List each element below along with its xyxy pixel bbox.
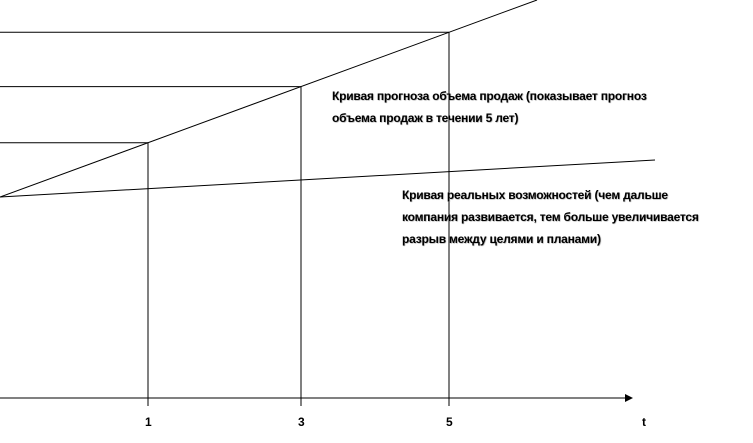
capability-curve-annotation [402,184,699,250]
capability-annotation-line-1: Кривая реальных возможностей (чем дальше [402,188,668,202]
tick-label-3: 3 [298,415,305,429]
capability-annotation-line-3: разрыв между целями и планами) [402,232,601,246]
forecast-annotation-line-1: Кривая прогноза объема продаж (показывает прогноз [332,89,647,103]
tick-label-5: 5 [446,415,453,429]
forecast-curve-annotation [332,85,647,129]
time-axis-tick-labels [145,415,453,429]
time-axis-arrowhead [625,394,633,402]
tick-label-1: 1 [145,415,152,429]
forecast-annotation-line-2: объема продаж в течении 5 лет) [332,111,519,125]
time-axis-label: t [642,415,646,429]
capability-annotation-line-2: компания развивается, тем больше увеличивается [402,210,699,224]
